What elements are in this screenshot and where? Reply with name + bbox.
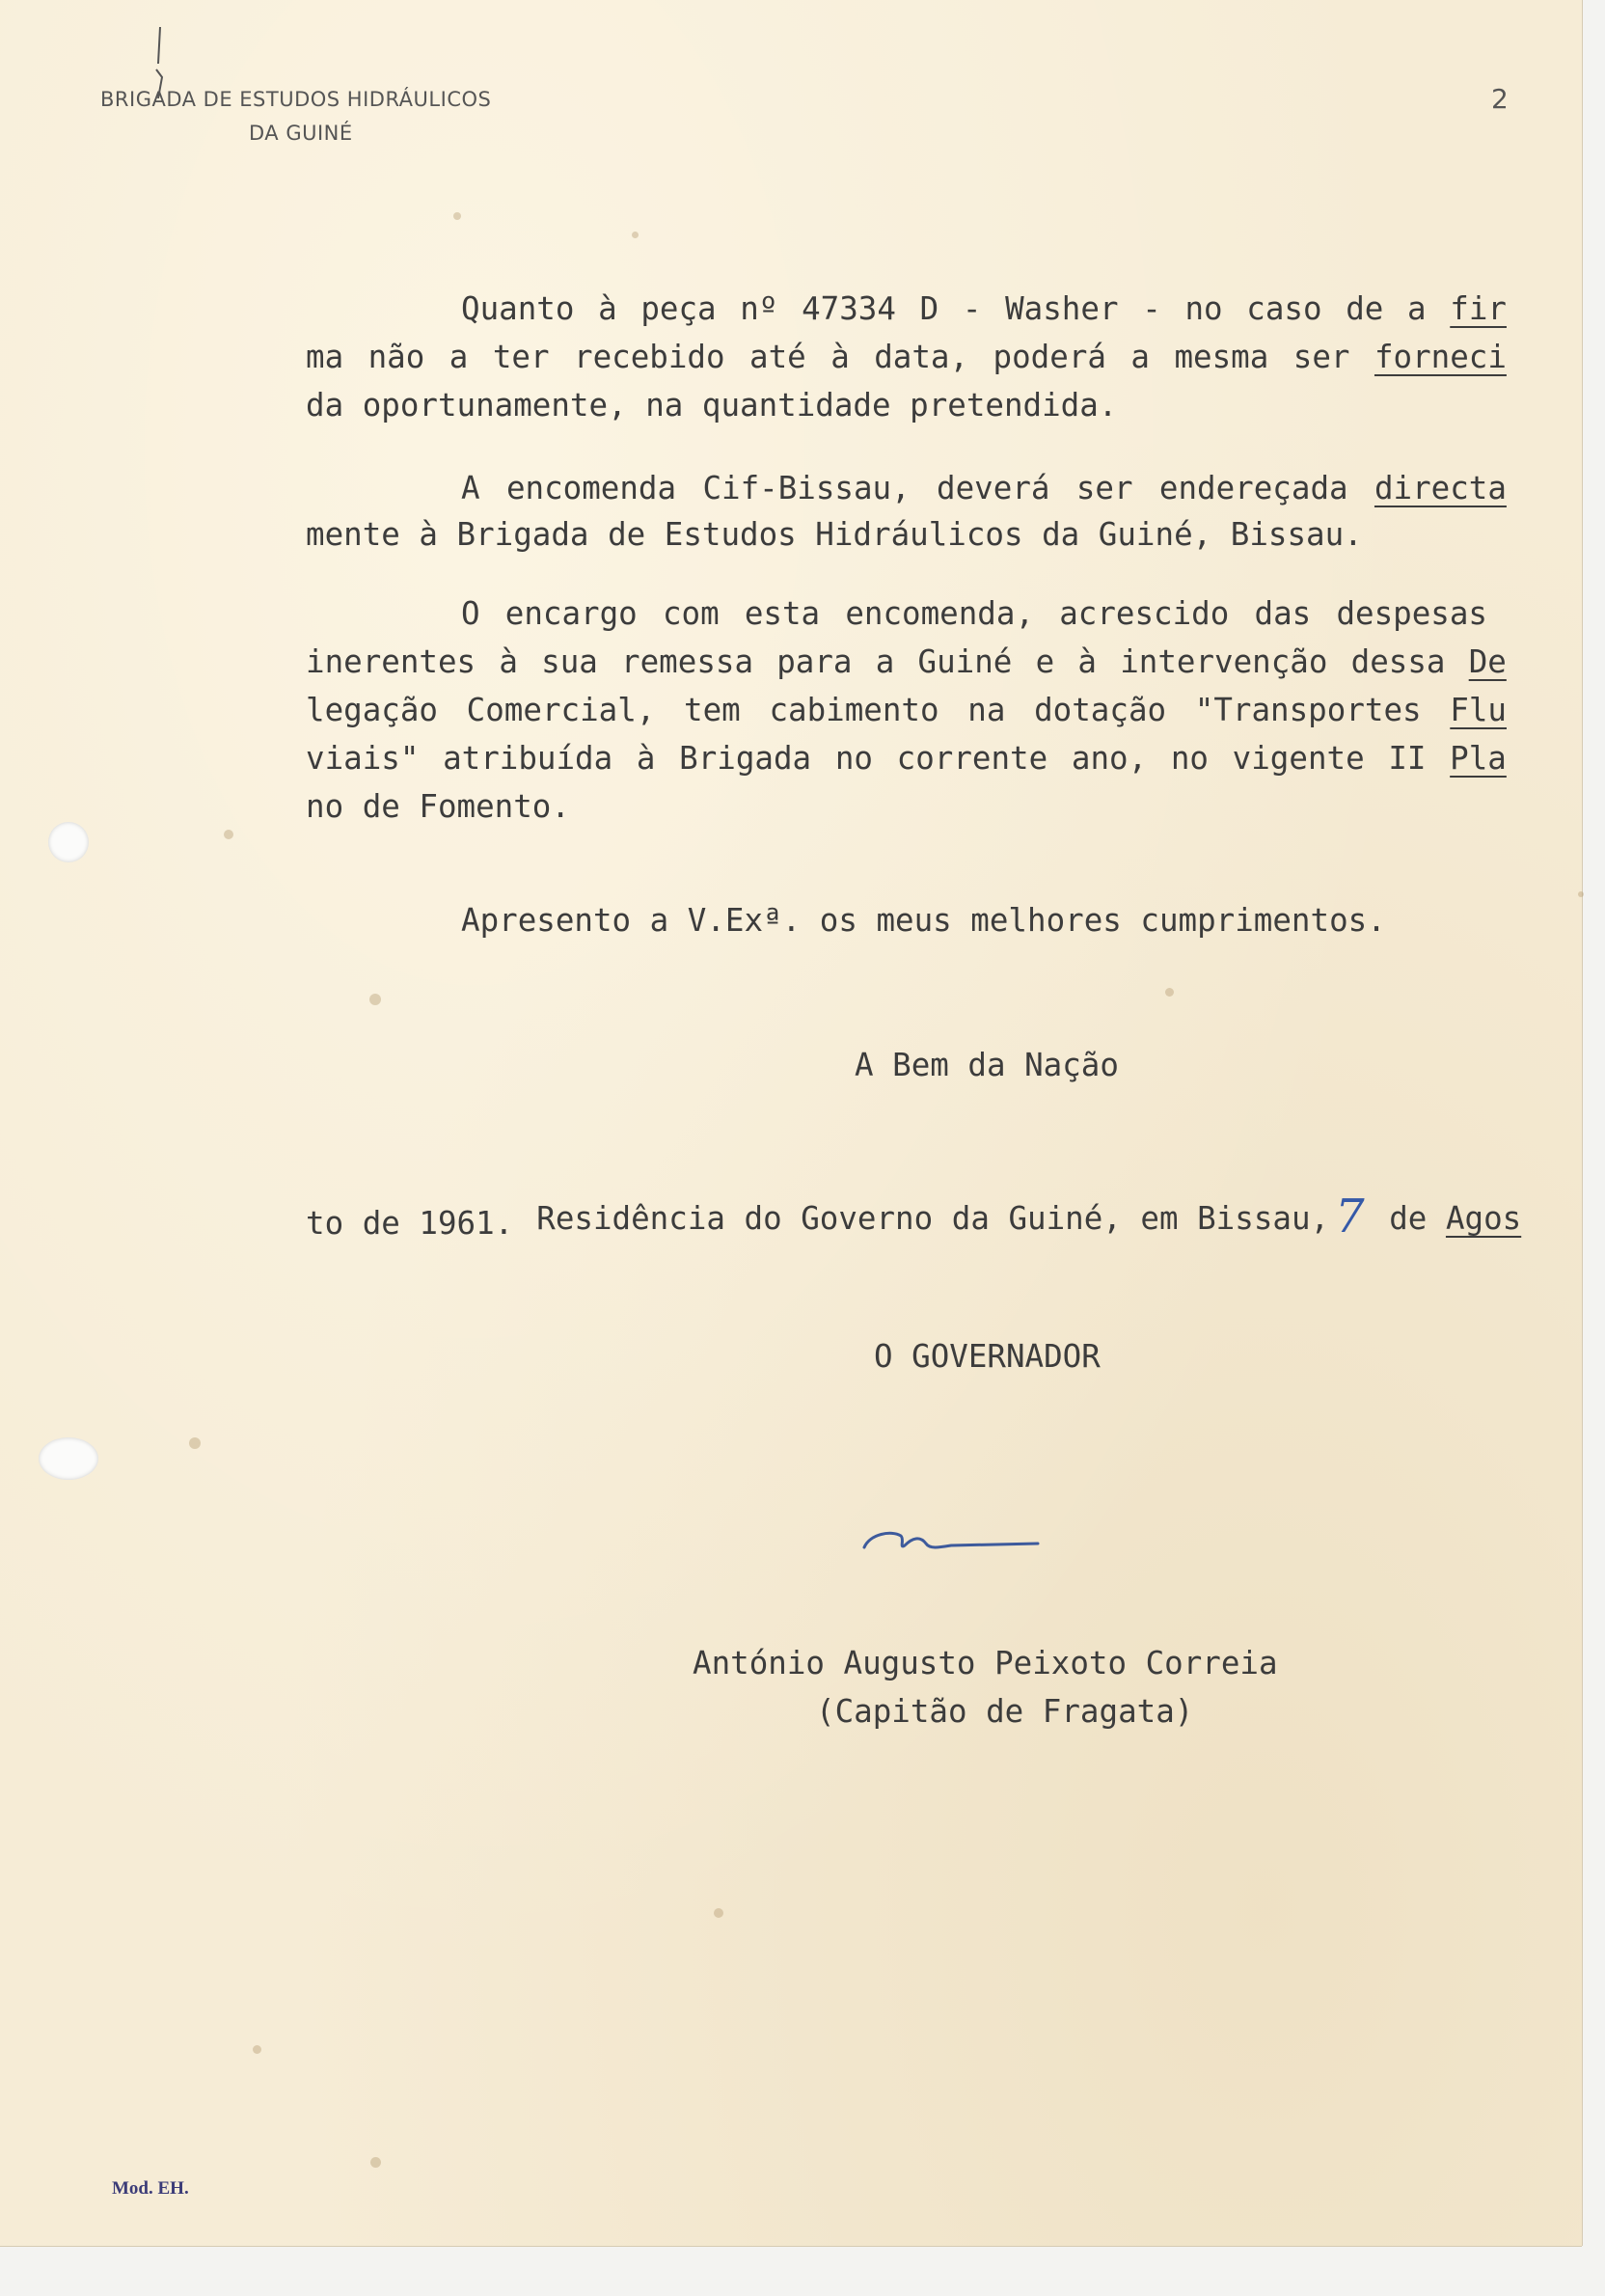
- dateline-line-2: to de 1961.: [306, 1205, 514, 1242]
- signatory-name: António Augusto Peixoto Correia: [693, 1645, 1278, 1681]
- paper-speck: [189, 1437, 201, 1449]
- handwritten-day: 7: [1335, 1189, 1365, 1244]
- page-number: 2: [1491, 83, 1509, 115]
- paragraph-2-line-2: mente à Brigada de Estudos Hidráulicos da Guiné, Bissau.: [306, 516, 1363, 553]
- paper-speck: [632, 232, 639, 238]
- paragraph-3-line-2: inerentes à sua remessa para a Guiné e à intervenção dessa De: [306, 643, 1507, 680]
- paragraph-2-line-1: A encomenda Cif-Bissau, deverá ser endereçada directa: [461, 470, 1507, 506]
- paragraph-1-line-2: ma não a ter recebido até à data, poderá a mesma ser forneci: [306, 339, 1507, 375]
- paragraph-3-line-1: O encargo com esta encomenda, acrescido das despesas: [461, 595, 1487, 632]
- paper-speck: [370, 2157, 381, 2168]
- paragraph-3-line-3: legação Comercial, tem cabimento na dotação "Transportes Flu: [306, 692, 1507, 728]
- dateline-de: de: [1389, 1200, 1428, 1237]
- paper-speck: [453, 212, 461, 220]
- form-code: Mod. EH.: [112, 2178, 189, 2199]
- closing-line: Apresento a V.Exª. os meus melhores cumprimentos.: [461, 902, 1386, 939]
- dateline-line-1: [461, 1156, 1521, 1276]
- paper-speck: [1578, 891, 1584, 897]
- paper-speck: [224, 830, 233, 839]
- paragraph-3-line-5: no de Fomento.: [306, 788, 570, 825]
- salutation: A Bem da Nação: [855, 1047, 1119, 1083]
- pen-mark: [152, 25, 172, 102]
- signatory-title: O GOVERNADOR: [874, 1338, 1101, 1375]
- punch-hole-bottom: [39, 1437, 98, 1480]
- signatory-rank: (Capitão de Fragata): [816, 1693, 1194, 1730]
- letterhead-line-1: BRIGADA DE ESTUDOS HIDRÁULICOS: [100, 88, 492, 111]
- paper-speck: [714, 1908, 723, 1918]
- paragraph-1-line-3: da oportunamente, na quantidade pretendida.: [306, 387, 1118, 424]
- punch-hole-top: [48, 822, 89, 862]
- paragraph-3-line-4: viais" atribuída à Brigada no corrente ano, no vigente II Pla: [306, 740, 1507, 777]
- letterhead-line-2: DA GUINÉ: [249, 122, 353, 145]
- handwritten-signature: [862, 1507, 1055, 1565]
- paper-speck: [369, 994, 381, 1005]
- dateline-month-start: Agos: [1445, 1200, 1522, 1237]
- paper-speck: [253, 2045, 261, 2054]
- paragraph-1-line-1: Quanto à peça nº 47334 D - Washer - no caso de a fir: [461, 290, 1507, 327]
- dateline-start: Residência do Governo da Guiné, em Bissau,: [536, 1200, 1330, 1237]
- paper-speck: [1165, 988, 1174, 997]
